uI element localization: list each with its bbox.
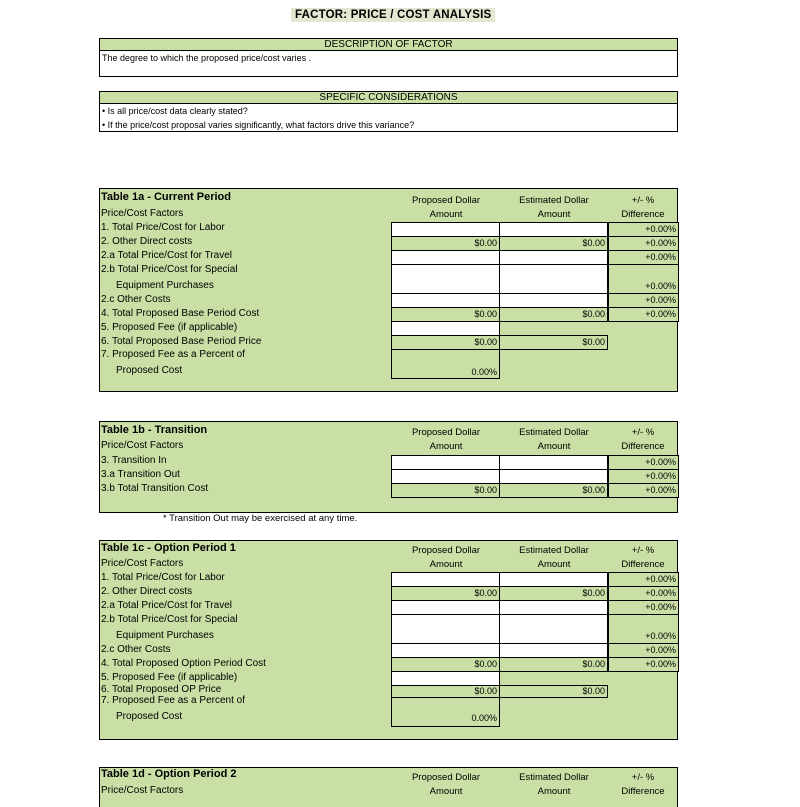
diff-cell: +0.00% [608, 236, 679, 251]
row-label: 4. Total Proposed Option Period Cost [101, 658, 266, 669]
row-label: 5. Proposed Fee (if applicable) [101, 672, 238, 683]
col-header-line: +/- % [631, 195, 655, 206]
col-header-line: Difference [621, 209, 665, 220]
input-cell[interactable] [499, 264, 608, 294]
value-cell: $0.00 [499, 657, 608, 672]
input-cell[interactable] [499, 643, 608, 658]
consideration-item: • If the price/cost proposal varies significantly, what factors drive this variance? [102, 120, 415, 130]
row-label: Equipment Purchases [116, 280, 214, 291]
considerations-box [99, 104, 678, 132]
description-box [99, 51, 678, 77]
row-label: Equipment Purchases [116, 630, 214, 641]
table-title: Table 1b - Transition [101, 424, 208, 436]
factors-label: Price/Cost Factors [101, 558, 184, 569]
considerations-header: SPECIFIC CONSIDERATIONS [99, 91, 678, 104]
input-cell[interactable] [391, 250, 500, 265]
input-cell[interactable] [391, 600, 500, 615]
input-cell[interactable] [499, 572, 608, 587]
input-cell[interactable] [499, 222, 608, 237]
factors-label: Price/Cost Factors [101, 785, 184, 796]
col-header-line: +/- % [631, 427, 655, 438]
col-diff-header [608, 544, 678, 572]
input-cell[interactable] [499, 293, 608, 308]
input-cell[interactable] [391, 321, 500, 336]
row-label: 2. Other Direct costs [101, 236, 193, 247]
col-estimated-header [499, 544, 609, 572]
diff-cell: +0.00% [608, 483, 679, 498]
col-diff-header [608, 771, 678, 799]
col-estimated-header [499, 194, 609, 222]
value-cell: $0.00 [391, 307, 500, 322]
input-cell[interactable] [499, 455, 608, 470]
col-header-line: Proposed Dollar [411, 545, 481, 556]
row-label: 1. Total Price/Cost for Labor [101, 222, 225, 233]
col-estimated-header [499, 771, 609, 799]
diff-cell: +0.00% [608, 614, 679, 644]
table-1b [99, 421, 678, 513]
description-text: The degree to which the proposed price/cost varies . [102, 53, 312, 63]
input-cell[interactable] [391, 614, 500, 644]
description-header: DESCRIPTION OF FACTOR [99, 38, 678, 51]
value-cell: $0.00 [499, 335, 608, 350]
row-label: 2.a Total Price/Cost for Travel [101, 600, 232, 611]
input-cell[interactable] [391, 264, 500, 294]
value-cell: $0.00 [391, 685, 500, 698]
input-cell[interactable] [391, 671, 500, 686]
input-cell[interactable] [391, 455, 500, 470]
value-cell: 0.00% [391, 697, 500, 727]
table-title: Table 1a - Current Period [101, 191, 231, 203]
col-header-line: Amount [537, 786, 571, 797]
factors-label: Price/Cost Factors [101, 440, 184, 451]
row-label: 4. Total Proposed Base Period Cost [101, 308, 260, 319]
value-cell: $0.00 [499, 483, 608, 498]
input-cell[interactable] [391, 293, 500, 308]
row-label: 3.b Total Transition Cost [101, 483, 209, 494]
col-header-line: Proposed Dollar [411, 772, 481, 783]
col-header-line: Proposed Dollar [411, 195, 481, 206]
input-cell[interactable] [391, 643, 500, 658]
col-proposed-header [391, 426, 501, 454]
col-header-line: Amount [429, 559, 463, 570]
row-label: 6. Total Proposed OP Price [101, 684, 222, 695]
diff-cell: +0.00% [608, 222, 679, 237]
col-header-line: Estimated Dollar [519, 772, 589, 783]
table-1a [99, 188, 678, 392]
col-header-line: Amount [429, 441, 463, 452]
value-cell: $0.00 [499, 236, 608, 251]
value-cell: $0.00 [391, 236, 500, 251]
col-proposed-header [391, 194, 501, 222]
diff-cell: +0.00% [608, 293, 679, 308]
diff-cell: +0.00% [608, 250, 679, 265]
col-diff-header [608, 194, 678, 222]
value-cell: $0.00 [499, 685, 608, 698]
col-proposed-header [391, 544, 501, 572]
col-header-line: Amount [429, 786, 463, 797]
row-label: Proposed Cost [116, 711, 183, 722]
value-cell: $0.00 [499, 307, 608, 322]
diff-cell: +0.00% [608, 572, 679, 587]
factors-label: Price/Cost Factors [101, 208, 184, 219]
table-1d [99, 767, 678, 807]
input-cell[interactable] [499, 469, 608, 484]
diff-cell: +0.00% [608, 264, 679, 294]
consideration-item: • Is all price/cost data clearly stated? [102, 106, 248, 116]
row-label: 3. Transition In [101, 455, 167, 466]
diff-cell: +0.00% [608, 455, 679, 470]
col-header-line: Amount [537, 209, 571, 220]
input-cell[interactable] [391, 469, 500, 484]
row-label: 1. Total Price/Cost for Labor [101, 572, 225, 583]
row-label: 6. Total Proposed Base Period Price [101, 336, 262, 347]
diff-cell: +0.00% [608, 307, 679, 322]
diff-cell: +0.00% [608, 600, 679, 615]
col-diff-header [608, 426, 678, 454]
value-cell: $0.00 [391, 657, 500, 672]
input-cell[interactable] [499, 614, 608, 644]
diff-cell: +0.00% [608, 586, 679, 601]
table-title: Table 1d - Option Period 2 [101, 768, 237, 780]
col-header-line: Amount [429, 209, 463, 220]
value-cell: 0.00% [391, 349, 500, 379]
table-1c [99, 540, 678, 740]
table-title: Table 1c - Option Period 1 [101, 542, 236, 554]
row-label: 2. Other Direct costs [101, 586, 193, 597]
col-header-line: Amount [537, 441, 571, 452]
col-proposed-header [391, 771, 501, 799]
row-label: 7. Proposed Fee as a Percent of [101, 349, 245, 360]
col-estimated-header [499, 426, 609, 454]
input-cell[interactable] [499, 600, 608, 615]
value-cell: $0.00 [391, 335, 500, 350]
page-title: FACTOR: PRICE / COST ANALYSIS [291, 8, 495, 22]
value-cell: $0.00 [391, 483, 500, 498]
col-header-line: Estimated Dollar [519, 545, 589, 556]
value-cell: $0.00 [391, 586, 500, 601]
row-label: 2.c Other Costs [101, 644, 171, 655]
diff-cell: +0.00% [608, 657, 679, 672]
col-header-line: Estimated Dollar [519, 195, 589, 206]
col-header-line: Proposed Dollar [411, 427, 481, 438]
col-header-line: Difference [621, 786, 665, 797]
diff-cell: +0.00% [608, 469, 679, 484]
col-header-line: +/- % [631, 772, 655, 783]
row-label: 2.a Total Price/Cost for Travel [101, 250, 232, 261]
col-header-line: Estimated Dollar [519, 427, 589, 438]
col-header-line: Difference [621, 441, 665, 452]
row-label: 3.a Transition Out [101, 469, 180, 480]
input-cell[interactable] [391, 222, 500, 237]
col-header-line: +/- % [631, 545, 655, 556]
row-label: 2.c Other Costs [101, 294, 171, 305]
input-cell[interactable] [391, 572, 500, 587]
row-label: 2.b Total Price/Cost for Special [101, 614, 238, 625]
input-cell[interactable] [499, 250, 608, 265]
value-cell: $0.00 [499, 586, 608, 601]
col-header-line: Amount [537, 559, 571, 570]
row-label: Proposed Cost [116, 365, 183, 376]
row-label: 7. Proposed Fee as a Percent of [101, 695, 245, 706]
row-label: 2.b Total Price/Cost for Special [101, 264, 238, 275]
transition-note: * Transition Out may be exercised at any time. [163, 513, 358, 524]
col-header-line: Difference [621, 559, 665, 570]
diff-cell: +0.00% [608, 643, 679, 658]
row-label: 5. Proposed Fee (if applicable) [101, 322, 238, 333]
